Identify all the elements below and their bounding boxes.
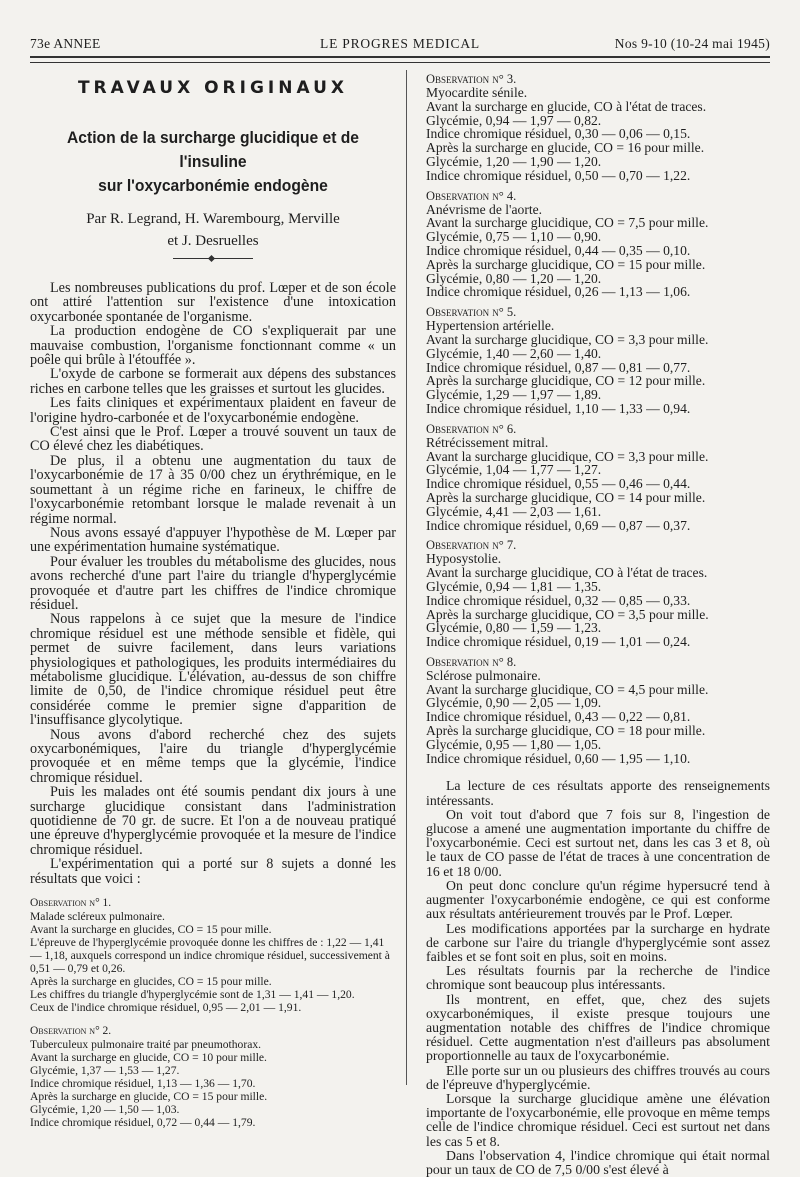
body-paragraph: Nous avons essayé d'appuyer l'hypothèse de M. Lœper par une expérimentation humaine systématique. <box>30 524 396 556</box>
body-paragraph: Lorsque la surcharge glucidique amène une élévation importante de l'oxycarbonémie, elle provoque en même temps celle de l'indice chromique résiduel. Ceci est surtout net dans les cas 5 et 8. <box>426 1090 770 1149</box>
header-rule <box>30 56 770 63</box>
body-paragraph: La production endogène de CO s'expliquerait par une mauvaise combustion, l'organisme fonctionnant comme « un poêle qui brûle à l'étouffée ». <box>30 323 396 369</box>
observation-heading: Observation n° 4. <box>426 188 517 203</box>
observation-line: Malade scléreux pulmonaire. <box>30 910 165 924</box>
article-title-line-1: Action de la surcharge glucidique et de l'insuline <box>66 128 360 171</box>
observation-heading: Observation n° 3. <box>426 72 517 86</box>
observation-line: Après la surcharge glucidique, CO = 12 pour mille. <box>426 373 706 389</box>
observation-line: Glycémie, 0,80 — 1,59 — 1,23. <box>426 620 602 636</box>
byline-line-1: Par R. Legrand, H. Warembourg, Merville <box>86 211 340 227</box>
observation-line: Avant la surcharge en glucide, CO = 10 pour mille. <box>30 1051 267 1065</box>
observation-line: Glycémie, 0,80 — 1,20 — 1,20. <box>426 270 602 286</box>
right-observations <box>426 72 770 765</box>
observation-line: Indice chromique résiduel, 0,69 — 0,87 — 0,37. <box>426 517 691 533</box>
section-rubric: TRAVAUX ORIGINAUX <box>77 78 349 98</box>
observation-line: Glycémie, 1,04 — 1,77 — 1,27. <box>426 462 602 478</box>
observation-line: Indice chromique résiduel, 0,55 — 0,46 — 0,44. <box>426 476 691 492</box>
observation-line: Hyposystolie. <box>426 551 502 567</box>
observation-line: Indice chromique résiduel, 0,30 — 0,06 — 0,15. <box>426 126 691 142</box>
observation-line: Hypertension artérielle. <box>426 318 555 334</box>
body-paragraph: On peut donc conclure qu'un régime hypersucré tend à augmenter l'oxycarbonémie endogène, ce qui est conforme aux résultats antérieurement trouvés par le Prof. Lœper. <box>426 877 770 922</box>
observation-block <box>426 305 770 416</box>
body-paragraph: C'est ainsi que le Prof. Lœper a trouvé souvent un taux de CO élevé chez les diabétiques. <box>30 424 396 455</box>
observation-line: Après la surcharge en glucide, CO = 15 pour mille. <box>30 1090 268 1104</box>
article-title-line-2: sur l'oxycarbonémie endogène <box>98 176 328 195</box>
observation-line: Ceux de l'indice chromique résiduel, 0,95 — 2,01 — 1,91. <box>30 1001 302 1015</box>
observation-line: Avant la surcharge glucidique, CO = 3,3 pour mille. <box>426 331 709 347</box>
body-paragraph: Elle porte sur un ou plusieurs des chiffres trouvés au cours de l'épreuve d'hyperglycémie. <box>426 1062 770 1092</box>
observation-line: Indice chromique résiduel, 1,13 — 1,36 — 1,70. <box>30 1077 256 1091</box>
body-paragraph: Ils montrent, en effet, que, chez des sujets oxycarbonémiques, il existe presque toujours une augmentation notable des chiffres de l'indice chromique résiduel. Cette augmentation n'est d'ailleurs pas absolument proportionnelle au taux de l'oxycarbonémie. <box>426 991 770 1064</box>
observation-line: Sclérose pulmonaire. <box>426 667 541 683</box>
observation-line: Myocardite sénile. <box>426 85 528 100</box>
observation-line: Indice chromique résiduel, 0,87 — 0,81 — 0,77. <box>426 359 691 375</box>
observation-line: Indice chromique résiduel, 0,26 — 1,13 — 1,06. <box>426 284 691 300</box>
observation-line: L'épreuve de l'hyperglycémie provoquée donne les chiffres de : 1,22 — 1,41 — 1,18, auxquels correspond un indice chromique résiduel, successivement à 0,51 — 0,79 et 0,26. <box>30 936 390 976</box>
observation-line: Après la surcharge glucidique, CO = 18 pour mille. <box>426 723 706 739</box>
observation-line: Après la surcharge glucidique, CO = 14 pour mille. <box>426 489 706 505</box>
body-paragraph: On voit tout d'abord que 7 fois sur 8, l'ingestion de glucose a amené une augmentation importante du chiffre de l'oxycarbonémie. Ceci est surtout net, dans les cas 3 et 8, où le taux de CO passe de l'état de traces à une concentration de 16 et 18 0/00. <box>426 806 770 879</box>
header-issue: Nos 9-10 (10-24 mai 1945) <box>614 36 770 51</box>
observation-line: Glycémie, 1,40 — 2,60 — 1,40. <box>426 345 602 361</box>
observation-line: Après la surcharge glucidique, CO = 15 pour mille. <box>426 256 706 272</box>
observation-line: Glycémie, 0,95 — 1,80 — 1,05. <box>426 736 602 752</box>
article-byline <box>30 208 396 252</box>
body-paragraph: Pour évaluer les troubles du métabolisme des glucides, nous avons recherché d'une part l'aire du triangle d'hyperglycémie provoquée et d'autre part les chiffres de l'indice chromique résiduel. <box>30 553 396 613</box>
observation-line: Indice chromique résiduel, 0,50 — 0,70 — 1,22. <box>426 167 691 183</box>
body-paragraph: L'oxyde de carbone se formerait aux dépens des substances riches en carbone telles que les graisses et surtout les glucides. <box>30 366 396 397</box>
observation-block <box>30 1024 396 1129</box>
observation-line: Glycémie, 1,20 — 1,90 — 1,20. <box>426 153 602 169</box>
body-paragraph: Nous rappelons à ce sujet que la mesure de l'indice chromique résiduel est une méthode sensible et fidèle, qui permet de suivre facilement, dans leurs variations physiologiques et pathologiques, les produits intermédiaires du métabolisme glucidique. L'élévation, au-dessus de son chiffre limite de 0,50, de l'indice chromique résiduel peut être considérée comme le premier signe d'apparition de l'insuffisance glycolytique. <box>30 611 396 729</box>
title-ornament <box>173 258 253 259</box>
body-paragraph: Les faits cliniques et expérimentaux plaident en faveur de l'origine hydro-carbonée et de l'oxycarbonémie endogène. <box>30 395 396 426</box>
observation-line: Après la surcharge glucidique, CO = 3,5 pour mille. <box>426 606 709 622</box>
observation-heading: Observation n° 2. <box>30 1025 112 1038</box>
body-paragraph: De plus, il a obtenu une augmentation du taux de l'oxycarbonémie de 17 à 35 0/00 chez un érythrémique, en le soumettant à un régime riche en farineux, le chiffre de l'oxycarbonémie retombant lorsque le malade revenait à un régime normal. <box>30 452 396 527</box>
observation-block <box>426 189 770 300</box>
right-body-text <box>426 779 770 1177</box>
body-paragraph: Puis les malades ont été soumis pendant dix jours à une surcharge glucidique consistant dans l'administration quotidienne de 70 gr. de sucre. Et l'on a de nouveau pratiqué une épreuve d'hyperglycémie provoquée et la mesure de l'indice chromique résiduel. <box>30 784 396 858</box>
observation-heading: Observation n° 1. <box>30 897 112 910</box>
observation-line: Glycémie, 0,94 — 1,81 — 1,35. <box>426 578 602 594</box>
body-paragraph: L'expérimentation qui a porté sur 8 sujets a donné les résultats que voici : <box>30 856 396 887</box>
running-header <box>30 36 770 54</box>
observation-line: Indice chromique résiduel, 0,44 — 0,35 — 0,10. <box>426 242 691 258</box>
body-paragraph: Nous avons d'abord recherché chez des sujets oxycarbonémiques, l'aire du triangle d'hyperglycémie provoquée et en même temps que la glycémie, l'indice chromique résiduel. <box>30 726 396 786</box>
observation-line: Glycémie, 0,94 — 1,97 — 0,82. <box>426 112 602 128</box>
observation-line: Avant la surcharge en glucides, CO = 15 pour mille. <box>30 923 272 937</box>
observation-line: Avant la surcharge glucidique, CO = 3,3 pour mille. <box>426 448 709 464</box>
header-year: 73e ANNEE <box>30 36 101 51</box>
observation-heading: Observation n° 8. <box>426 654 517 669</box>
header-journal-title: LE PROGRES MEDICAL <box>320 36 480 51</box>
observation-line: Glycémie, 4,41 — 2,03 — 1,61. <box>426 503 602 519</box>
observation-line: Avant la surcharge en glucide, CO à l'état de traces. <box>426 98 707 114</box>
observation-heading: Observation n° 5. <box>426 305 517 320</box>
observation-line: Glycémie, 1,37 — 1,53 — 1,27. <box>30 1064 180 1078</box>
right-column <box>426 72 770 1177</box>
observation-block <box>426 538 770 649</box>
observation-line: Glycémie, 1,29 — 1,97 — 1,89. <box>426 387 602 403</box>
observation-line: Avant la surcharge glucidique, CO = 7,5 pour mille. <box>426 215 709 231</box>
observation-line: Indice chromique résiduel, 0,32 — 0,85 — 0,33. <box>426 592 691 608</box>
body-paragraph: Les résultats fournis par la recherche de l'indice chromique sont beaucoup plus intéressants. <box>426 963 770 993</box>
observation-line: Avant la surcharge glucidique, CO = 4,5 pour mille. <box>426 681 709 697</box>
observation-block <box>30 896 396 1014</box>
observation-line: Indice chromique résiduel, 0,72 — 0,44 — 1,79. <box>30 1116 256 1130</box>
body-paragraph: La lecture de ces résultats apporte des renseignements intéressants. <box>426 778 770 808</box>
observation-line: Les chiffres du triangle d'hyperglycémie sont de 1,31 — 1,41 — 1,20. <box>30 988 355 1002</box>
observation-heading: Observation n° 7. <box>426 538 517 553</box>
observation-line: Indice chromique résiduel, 0,19 — 1,01 — 0,24. <box>426 634 691 650</box>
observation-line: Après la surcharge en glucide, CO = 16 pour mille. <box>426 140 705 156</box>
observation-block <box>426 655 770 766</box>
body-paragraph: Les nombreuses publications du prof. Lœper et de son école ont attiré l'attention sur l'existence d'une intoxication oxycarbonée spontanée de l'organisme. <box>30 280 396 325</box>
observation-line: Indice chromique résiduel, 0,43 — 0,22 — 0,81. <box>426 709 691 725</box>
observation-line: Glycémie, 1,20 — 1,50 — 1,03. <box>30 1103 180 1117</box>
observation-line: Indice chromique résiduel, 1,10 — 1,33 — 0,94. <box>426 400 691 416</box>
observation-line: Glycémie, 0,75 — 1,10 — 0,90. <box>426 229 602 245</box>
observation-line: Après la surcharge en glucides, CO = 15 pour mille. <box>30 975 272 989</box>
left-body-text <box>30 281 396 886</box>
column-divider <box>406 70 407 1085</box>
observation-line: Anévrisme de l'aorte. <box>426 201 543 217</box>
body-paragraph: Dans l'observation 4, l'indice chromique qui était normal pour un taux de CO de 7,5 0/00 s'est élevé à <box>426 1147 770 1177</box>
observation-line: Indice chromique résiduel, 0,60 — 1,95 — 1,10. <box>426 750 691 766</box>
observation-heading: Observation n° 6. <box>426 421 517 436</box>
observation-line: Glycémie, 0,90 — 2,05 — 1,09. <box>426 695 602 711</box>
observation-block <box>426 72 770 183</box>
left-observations <box>30 896 396 1129</box>
observation-line: Tuberculeux pulmonaire traité par pneumothorax. <box>30 1038 262 1052</box>
observation-block <box>426 422 770 533</box>
observation-line: Avant la surcharge glucidique, CO à l'état de traces. <box>426 565 708 581</box>
body-paragraph: Les modifications apportées par la surcharge en hydrate de carbone sur l'aire du triangle d'hyperglycémie sont assez faibles et se font soit en plus, soit en moins. <box>426 920 770 964</box>
byline-line-2: et J. Desruelles <box>167 233 259 249</box>
left-column <box>30 72 396 1135</box>
observation-line: Rétrécissement mitral. <box>426 434 549 450</box>
